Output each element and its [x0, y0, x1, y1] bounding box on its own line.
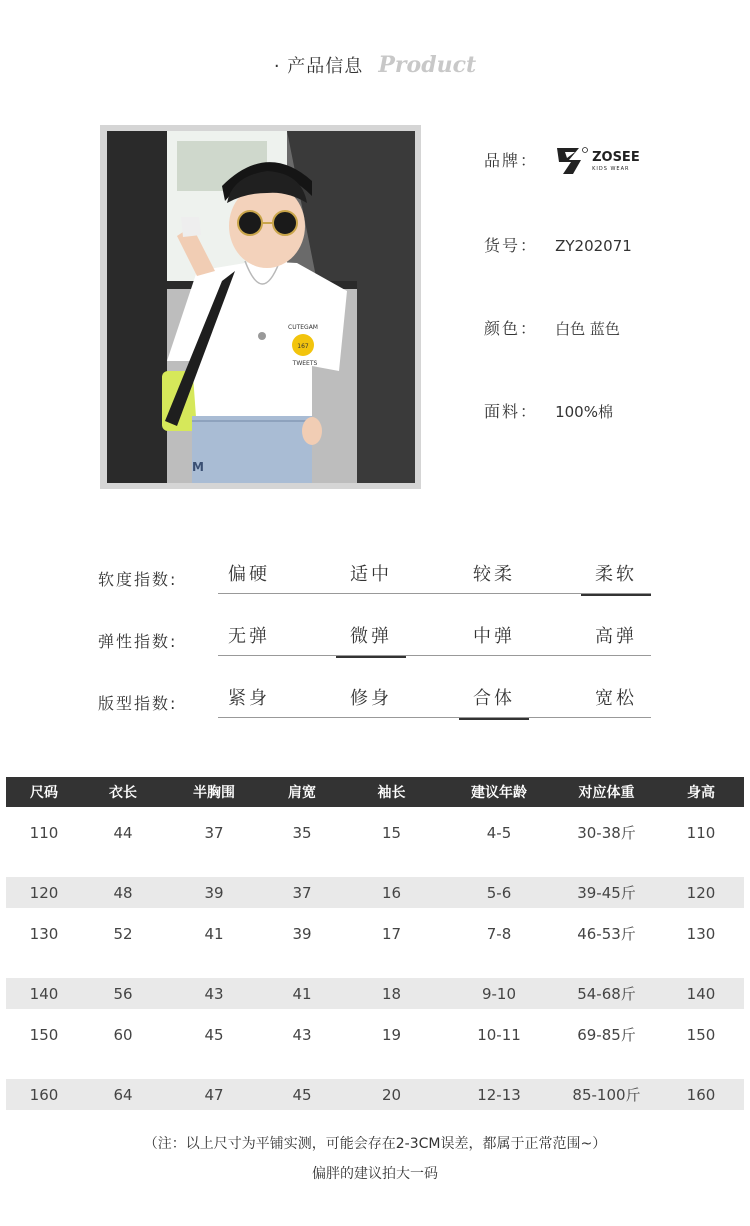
table-cell: 18 [340, 978, 443, 1009]
table-cell: 150 [29, 1025, 59, 1044]
fit-label: 版型指数: [98, 694, 178, 713]
softness-option-2: 适中 [350, 564, 392, 585]
info-fabric-row [484, 399, 613, 422]
color-label: 颜色： [484, 319, 539, 338]
header-title-en: Product [378, 52, 477, 78]
svg-text:M: M [192, 460, 204, 474]
fit-scale [98, 678, 658, 718]
table-cell: 4-5 [486, 823, 512, 842]
col-header-weight: 对应体重 [555, 777, 658, 807]
table-cell: 120 [658, 877, 744, 908]
table-cell: 39-45斤 [555, 877, 658, 908]
header-title-cn: · 产品信息 [273, 56, 364, 77]
photo-badge-number: 167 [297, 343, 309, 350]
elasticity-scale [98, 616, 658, 656]
table-row [6, 1009, 744, 1060]
fit-option-3-selected: 合体 [459, 684, 529, 710]
table-cell: 19 [381, 1025, 402, 1044]
table-cell: 41 [264, 978, 340, 1009]
elasticity-option-2-selected: 微弹 [336, 622, 406, 648]
fit-option-4: 宽松 [595, 688, 637, 709]
table-cell: 60 [113, 1025, 133, 1044]
table-row [6, 877, 744, 908]
table-cell: 110 [29, 823, 59, 842]
table-cell: 41 [204, 924, 224, 943]
fit-divider [218, 717, 651, 718]
table-cell: 120 [6, 877, 82, 908]
table-cell: 160 [658, 1079, 744, 1110]
col-header-sleeve: 袖长 [340, 777, 443, 807]
table-cell: 48 [82, 877, 164, 908]
table-cell: 44 [113, 823, 133, 842]
brand-label: 品牌： [484, 150, 539, 170]
elasticity-option-3: 中弹 [473, 626, 515, 647]
table-cell: 10-11 [477, 1025, 521, 1044]
table-cell: 160 [6, 1079, 82, 1110]
table-cell: 56 [82, 978, 164, 1009]
table-cell: 130 [29, 924, 59, 943]
col-header-half-chest: 半胸围 [164, 777, 264, 807]
elasticity-label: 弹性指数: [98, 632, 178, 651]
size-table [6, 777, 744, 1110]
brand-name: ZOSEE [592, 149, 640, 165]
table-cell: 43 [164, 978, 264, 1009]
softness-scale [98, 554, 658, 594]
table-cell: 110 [686, 823, 716, 842]
table-cell: 130 [686, 924, 716, 943]
table-cell: 45 [264, 1079, 340, 1110]
brand-sub: KIDS WEAR [592, 165, 630, 172]
sizing-advice: 偏胖的建议拍大一码 [312, 1166, 438, 1182]
table-row [6, 807, 744, 858]
product-photo [107, 131, 415, 483]
table-cell: 30-38斤 [577, 824, 636, 842]
color-value: 白色 蓝色 [555, 320, 620, 338]
photo-badge-text-2: TWEETS [292, 360, 318, 367]
softness-divider [218, 593, 651, 594]
col-header-height: 身高 [658, 777, 744, 807]
table-cell: 7-8 [486, 924, 512, 943]
info-brand-row [484, 146, 640, 176]
table-cell: 45 [204, 1025, 224, 1044]
col-header-length: 衣长 [82, 777, 164, 807]
fit-option-2: 修身 [350, 688, 392, 709]
table-cell: 64 [82, 1079, 164, 1110]
table-cell: 140 [6, 978, 82, 1009]
table-cell: 39 [164, 877, 264, 908]
sku-label: 货号： [484, 236, 539, 255]
sku-value: ZY202071 [555, 237, 632, 255]
table-cell: 47 [164, 1079, 264, 1110]
softness-option-1: 偏硬 [228, 564, 270, 585]
table-cell: 16 [340, 877, 443, 908]
table-cell: 85-100斤 [555, 1079, 658, 1110]
brand-logo [555, 146, 640, 176]
fabric-label: 面料： [484, 402, 539, 421]
table-cell: 150 [686, 1025, 716, 1044]
softness-option-3: 较柔 [473, 564, 515, 585]
table-cell: 39 [292, 924, 312, 943]
info-sku-row [484, 233, 632, 256]
fabric-value: 100%棉 [555, 403, 613, 421]
section-header [0, 52, 750, 78]
table-cell: 15 [381, 823, 402, 842]
col-header-age: 建议年龄 [443, 777, 555, 807]
elasticity-option-4: 高弹 [595, 626, 637, 647]
table-cell: 37 [264, 877, 340, 908]
table-cell: 69-85斤 [577, 1026, 636, 1044]
measurement-note: （注：以上尺寸为平铺实测，可能会存在2-3CM误差，都属于正常范围~） [143, 1136, 607, 1152]
size-table-header [6, 777, 744, 807]
table-spacer [6, 1060, 744, 1079]
col-header-shoulder: 肩宽 [264, 777, 340, 807]
table-cell: 52 [113, 924, 133, 943]
product-photo-frame [100, 125, 421, 489]
elasticity-divider [218, 655, 651, 656]
table-cell: 20 [340, 1079, 443, 1110]
table-row [6, 1079, 744, 1110]
table-cell: 9-10 [443, 978, 555, 1009]
table-cell: 54-68斤 [555, 978, 658, 1009]
table-spacer [6, 858, 744, 877]
table-cell: 5-6 [443, 877, 555, 908]
info-color-row [484, 316, 620, 339]
table-cell: 140 [658, 978, 744, 1009]
table-cell: 12-13 [443, 1079, 555, 1110]
zosee-logo-icon [555, 146, 589, 176]
table-row [6, 978, 744, 1009]
child-model-illustration [107, 131, 415, 483]
table-cell: 35 [292, 823, 312, 842]
col-header-size: 尺码 [6, 777, 82, 807]
table-spacer [6, 959, 744, 978]
elasticity-option-1: 无弹 [228, 626, 270, 647]
photo-badge-text: CUTEGAM [288, 324, 318, 331]
table-cell: 37 [204, 823, 224, 842]
table-cell: 46-53斤 [577, 925, 636, 943]
table-row [6, 908, 744, 959]
table-cell: 17 [381, 924, 402, 943]
softness-option-4-selected: 柔软 [581, 560, 651, 586]
fit-option-1: 紧身 [228, 688, 270, 709]
softness-label: 软度指数: [98, 570, 178, 589]
table-cell: 43 [292, 1025, 312, 1044]
